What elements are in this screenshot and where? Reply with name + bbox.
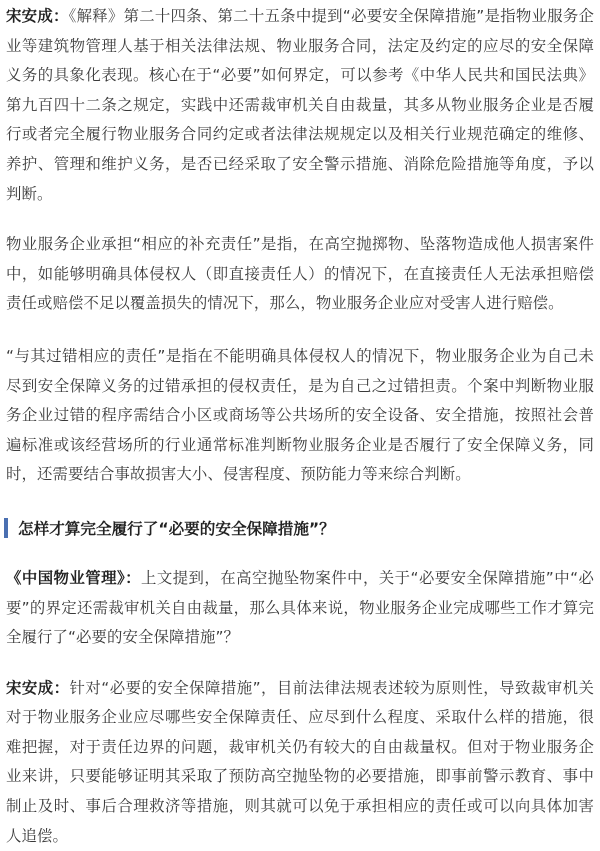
- paragraph-text: 上文提到，在高空抛坠物案件中，关于“必要安全保障措施”中“必要”的界定还需裁审机关自由裁量，那么具体来说，物业服务企业完成哪些工作才算完全履行了“必要的安全保障措施”？: [6, 568, 595, 647]
- paragraph-question: [6, 564, 594, 653]
- paragraph-answer: [6, 674, 594, 851]
- paragraph-text: 针对“必要的安全保障措施”，目前法律法规表述较为原则性，导致裁审机关对于物业服务企业应尽哪些安全保障责任、应尽到什么程度、采取什么样的措施，很难把握，对于责任边界的问题，裁审机关仍有较大的自由裁量权。但对于物业服务企业来讲，只要能够证明其采取了预防高空抛坠物的必要措施，即事前警示教育、事中制止及时、事后合理救济等措施，则其就可以免于承担相应的责任或可以向具体加害人追偿。: [6, 678, 594, 845]
- paragraph-text: 物业服务企业承担“相应的补充责任”是指，在高空抛掷物、坠落物造成他人损害案件中，如能够明确具体侵权人（即直接责任人）的情况下，在直接责任人无法承担赔偿责任或赔偿不足以覆盖损失的情况下，那么，物业服务企业应对受害人进行赔偿。: [6, 235, 594, 313]
- speaker-label: 宋安成：: [6, 678, 70, 697]
- speaker-label: 《中国物业管理》：: [6, 568, 141, 587]
- section-heading: [6, 513, 594, 543]
- paragraph-supplementary-liability: [6, 230, 594, 319]
- paragraph-necessary-measures: [6, 0, 594, 209]
- heading-accent-bar: [4, 518, 8, 538]
- paragraph-text: 《解释》第二十四条、第二十五条中提到“必要安全保障措施”是指物业服务企业等建筑物管理人基于相关法律法规、物业服务合同，法定及约定的应尽的安全保障义务的具象化表现。核心在于“必要”如何界定，可以参考《中华人民共和国民法典》第九百四十二条之规定，实践中还需裁审机关自由裁量，其多从物业服务企业是否履行或者完全履行物业服务合同约定或者法律法规规定以及相关行业规范确定的维修、养护、管理和维护义务，是否已经采取了安全警示措施、消除危险措施等角度，予以判断。: [6, 7, 594, 203]
- speaker-label: 宋安成：: [6, 7, 69, 25]
- paragraph-fault-liability: [6, 342, 594, 490]
- paragraph-text: “与其过错相应的责任”是指在不能明确具体侵权人的情况下，物业服务企业为自己未尽到安全保障义务的过错承担的侵权责任，是为自己之过错担责。个案中判断物业服务企业过错的程序需结合小区或商场等公共场所的安全设备、安全措施，按照社会普遍标准或该经营场所的行业通常标准判断物业服务企业是否履行了安全保障义务，同时，还需要结合事故损害大小、侵害程度、预防能力等来综合判断。: [6, 346, 594, 484]
- section-heading-text: 怎样才算完全履行了“必要的安全保障措施”？: [18, 519, 335, 538]
